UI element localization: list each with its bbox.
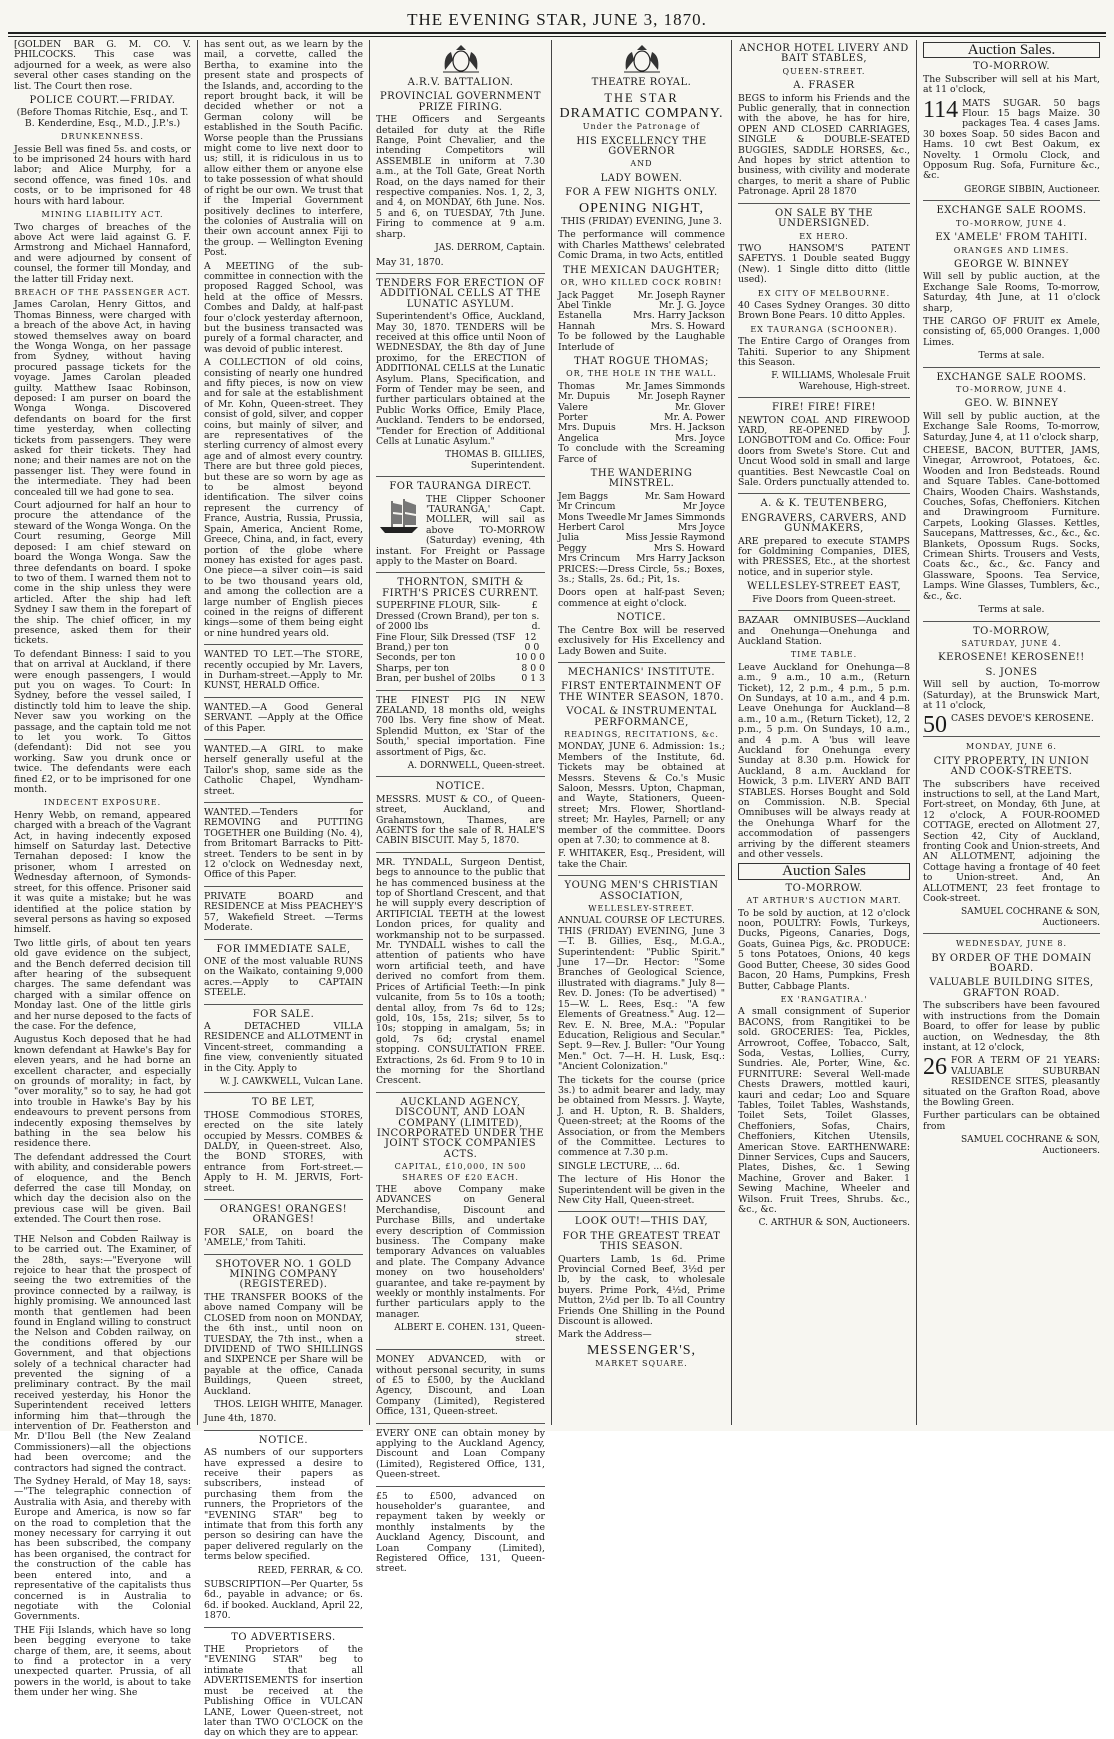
- cochrane-signature-2: SAMUEL COCHRANE & SON, Auctioneers.: [960, 1135, 1100, 1156]
- ad-store-to-let: WANTED TO LET.—The STORE, recently occupied by Mr. Lavers, in Durham-street.—Apply to Mr. KUNST, HERALD Office.: [204, 649, 363, 692]
- divider: [204, 886, 363, 887]
- ex-tauranga-items: The Entire Cargo of Oranges from Tahiti. Superior to any Shipment this Season.: [738, 336, 910, 368]
- ex-amele-heading: EX 'AMELE' FROM TAHITI.: [935, 232, 1088, 244]
- prize-firing-text: THE Officers and Sergeants detailed for duty at the Rifle Range, Point Chevalier, and the intending Competitors will ASSEMBLE in uniform at 7.30 a.m., at the Toll Gate, Great North Road, on the days named for their respective companies. Nos. 1, 2, 3, and 4, on MONDAY, 6th June. Nos. 5 and 6, on TUESDAY, 7th June. Firing to commence at 9 a.m. sharp.: [376, 114, 545, 240]
- rangatira-sale-text: A small consignment of Superior BACONS, from Rangitikei to be sold. GROCERIES: Tea, Pickles, Arrowroot, Coffee, Tobacco, Salt, Soda, Vestas, Lollies, Curry, Sundries. Ale, Porter, Wine, &c. FURNITURE: Several Well-made Chests Drawers, mottled kauri, kauri and cedar; Loo and Square Tables, Toilet Tables, Washstands, Toilet Sets, Toilet Glasses, Cheffoniers, Sofas, Chairs, Cheffoniers, Kitchen Utensils, American Stove. EARTHENWARE: Dinner Services, Cups and Saucers, Plates, Dishes, &c. 1 Sewing Machine, Grover and Baker. 1 Sewing Machine, Wheeler and Wilson. Fruit Trees, Shrubs. &c., &c., &c.: [738, 1006, 910, 1216]
- domain-board-heading: BY ORDER OF THE DOMAIN BOARD.: [931, 952, 1092, 975]
- divider: [738, 397, 910, 398]
- lot-number-50: 50: [923, 712, 947, 739]
- prices-current-heading: THORNTON, SMITH & FIRTH'S PRICES CURRENT.: [382, 577, 539, 599]
- to-morrow-heading: TO-MORROW.: [972, 61, 1051, 73]
- time-table-heading: TIME TABLE.: [790, 650, 858, 660]
- sibbin-lot: MATS SUGAR. 50 bags Flour. 15 bags Maize. 30 packages Tea. 4 cases Jams. 30 boxes Soap. 50 sides Bacon and Hams. 10 cwt Best Oakum, ex Novelty. 1 Ormolu Clock, and Opposum Rug. Sofa, Furniture &c., &c.: [923, 97, 1100, 182]
- divider: [204, 644, 363, 645]
- few-nights-line: FOR A FEW NIGHTS ONLY.: [565, 187, 718, 199]
- finest-pig-signature: A. DORNWELL, Queen-street.: [407, 760, 545, 771]
- fraser-heading: A. FRASER: [793, 80, 855, 92]
- binney-intro: Will sell by public auction, at the Exchange Sale Rooms, To-morrow, Saturday, 4th June, at 11 o'clock sharp,: [923, 271, 1100, 314]
- divider: [923, 200, 1100, 201]
- divider: [204, 1004, 363, 1005]
- terms-at-sale: Terms at sale.: [978, 350, 1045, 362]
- column-1: [8, 39, 198, 1699]
- divider: [923, 736, 1100, 737]
- ex-melbourne-heading: EX CITY OF MELBOURNE.: [757, 288, 891, 298]
- centre-box-notice: The Centre Box will be reserved exclusively for His Excellency and Lady Bowen and Suite.: [558, 624, 725, 657]
- wandering-minstrel-title: THE WANDERING MINSTREL.: [590, 468, 693, 490]
- tyndall-dentist-ad: MR. TYNDALL, Surgeon Dentist, begs to announce to the public that he has commenced business at the top of Shortland Crescent, and that he will supply every description of ARTIFICIAL TEETH at the lowest London prices, for quality and workmanship not to be surpassed. Mr. TYNDALL wishes to call the attention of patients who have worn artificial teeth, and have derived no comfort from them. Prices of Artificial Teeth:—In pink vulcanite, from 5s to 10s a tooth; dental alloy, from 7s 6d to 12s; gold, 10s, 15s, 21s; silver, 5s to 10s; stopping in amalgam, 5s; in gold, 7s 6d; crystal enamel stopping. CONSULTATION FREE. Extractions, 2s 6d. From 9 to 10 in the morning for the Shortland Crescent.: [376, 856, 545, 1087]
- ex-tauranga-heading: EX TAURANGA (SCHOONER).: [750, 324, 898, 334]
- divider: [204, 1627, 363, 1628]
- theatre-doors: Doors open at half-past Seven; commence at eight o'clock.: [558, 587, 725, 609]
- readings-heading: READINGS, RECITATIONS, &c.: [564, 729, 719, 739]
- kerosene-lot: CASES DEVOE'S KEROSENE.: [951, 713, 1094, 725]
- railway-article: THE Nelson and Cobden Railway is to be carried out. The Examiner, of the 28th, says:—"Everyone will rejoice to hear that the prospect of seeing the two extremities of the province connected by a railway, is highly promising. We announced last month that gentlemen had been found in England willing to construct the Nelson and Cobden railway, on the conditions offered by our Government, and that objections solely of a technical character had prevented the signing of a preliminary contract. By the mail received yesterday, his Honor the Superintendent received letters informing him that—through the intervention of Dr. Featherston and Mr. D'Ilou Bell (the New Zealand Commissioners)—all the objections had been overcome; and the contractors had signed the contract.: [14, 1233, 191, 1474]
- ymca-street: WELLESLEY-STREET.: [588, 904, 695, 914]
- sibbin-signature: GEORGE SIBBIN, Auctioneer.: [964, 184, 1100, 195]
- indecent-text-2: Two little girls, of about ten years old gave evidence on the subject, and the Bench deferred decision till after hearing of the subsequent charges. The same defendant was charged with a similar offence on Monday last. One of the little girls and her nurse deposed to the facts of the case. For the defence,: [14, 937, 191, 1032]
- cochrane-signature: SAMUEL COCHRANE & SON, Auctioneers.: [960, 907, 1100, 928]
- indecent-text: Henry Webb, on remand, appeared charged with a breach of the Vagrant Act, in having indecently exposed himself on Saturday last. Detective Ternahan deposed: I know the prisoner, whom I arrested on Wednesday afternoon, of Symonds-street, for this offence. Prisoner said it was quite a mistake; but he was identified at the police station by several persons as having so exposed himself.: [14, 809, 191, 936]
- agency-signature: ALBERT E. COHEN. 131, Queen-street.: [394, 1323, 545, 1344]
- price-row: Sharps, per ton 8 0 0: [376, 662, 545, 674]
- anchor-hotel-heading: ANCHOR HOTEL LIVERY AND BAIT STABLES,: [739, 43, 909, 65]
- lectures-tickets: The tickets for the course (price 3s.) to admit bearer and lady, may be obtained from Messrs. J. Wayte, J. and H. Upton, R. B. Shalders, Queen-street; at the Rooms of the Association, or from the Members of the Committee. Lectures to commence at 7.30 p.m.: [558, 1074, 725, 1159]
- villa-signature: W. J. CAWKWELL, Vulcan Lane.: [219, 1076, 363, 1087]
- divider: [923, 933, 1100, 934]
- mechanics-chair: F. WHITAKER, Esq., President, will take the Chair.: [558, 848, 725, 870]
- police-court-bench: (Before Thomas Ritchie, Esq., and T. B. Kenderdine, Esq., M.D., J.P.'s.): [16, 107, 189, 129]
- divider: [923, 621, 1100, 622]
- lot-number-114: 114: [923, 96, 959, 123]
- police-court-heading: POLICE COURT.—FRIDAY.: [29, 95, 176, 107]
- hole-in-wall-subtitle: OR, THE HOLE IN THE WALL.: [566, 369, 717, 379]
- royal-crest-icon: [439, 44, 483, 74]
- cast-row: Herbert Carol Mrs Joyce: [558, 522, 725, 534]
- divider: [376, 1092, 545, 1093]
- meat-prices: Quarters Lamb, 1s 6d. Prime Provincial Corned Beef, 3½d per lb, by the cask, to wholesale buyers. Prime Pork, 4½d, Prime Mutton, 2½d per lb. To all Country Friends One Shilling in the Pound Discount is allowed.: [558, 1253, 725, 1328]
- further-particulars: Further particulars can be obtained from: [923, 1110, 1100, 1132]
- fire-heading: FIRE! FIRE! FIRE!: [771, 402, 877, 414]
- cast-row: Abel Tinkle Mr. J. G. Joyce: [558, 299, 725, 311]
- for-sale-heading: FOR SALE.: [252, 1008, 315, 1020]
- cast-row: Thomas Mr. James Simmonds: [558, 380, 725, 392]
- passenger-act-heading: BREACH OF THE PASSENGER ACT.: [14, 287, 191, 297]
- the-star-heading: THE STAR: [604, 91, 679, 106]
- williams-signature: F. WILLIAMS, Wholesale Fruit Warehouse, High-street.: [771, 371, 910, 392]
- tauranga-heading: FOR TAURANGA DIRECT.: [389, 481, 532, 493]
- prize-firing-signature: JAS. DERROM, Captain.: [435, 243, 545, 254]
- shotover-heading: SHOTOVER NO. 1 GOLD MINING COMPANY (REGISTERED).: [215, 1258, 352, 1291]
- agency-text: THE above Company make ADVANCES on General Merchandise, Discount and Purchase Bills, and undertake every description of Commission business. The Company make temporary Advances on valuables and plate. The Company Advance money on two householders' guarantee, and take re-payment by weekly or monthly instalments. For further particulars apply to the manager.: [376, 1184, 545, 1320]
- binney-heading: GEORGE W. BINNEY: [953, 258, 1070, 270]
- cast-row: Angelica Mrs. Joyce: [558, 432, 725, 444]
- price-row: Seconds, per ton 10 0 0: [376, 652, 545, 664]
- divider: [204, 939, 363, 940]
- theatre-royal-heading: THEATRE ROYAL.: [591, 77, 692, 88]
- divider: [376, 1349, 545, 1350]
- queen-street-heading: QUEEN-STREET.: [782, 66, 866, 76]
- must-co-notice: MESSRS. MUST & CO., of Queen-street, Auckland, and Grahamstown, Thames, are AGENTS for the sale of R. HALE'S CABIN BISCUIT. May 5, 1870.: [376, 793, 545, 847]
- divider: [558, 662, 725, 663]
- divider: [204, 802, 363, 803]
- look-out-heading: LOOK OUT!—THIS DAY,: [574, 1216, 709, 1228]
- immediate-sale-heading: FOR IMMEDIATE SALE,: [216, 943, 351, 955]
- bazaar-omnibuses: BAZAAR OMNIBUSES—Auckland and Onehunga—Onehunga and Auckland Station.: [738, 615, 910, 647]
- prize-firing-heading: PROVINCIAL GOVERNMENT PRIZE FIRING.: [379, 91, 542, 113]
- divider: [204, 1199, 363, 1200]
- cast-row: Estanella Mrs. Harry Jackson: [558, 310, 725, 322]
- fiji-article: THE Fiji Islands, which have so long been begging everyone to take charge of them, are, it seems, about to find a protector in a very unexpected quarter. Prussia, of all powers in the world, is about to take them under her wing. She: [14, 1624, 191, 1699]
- sailing-ship-icon: [376, 497, 422, 535]
- fiji-article-cont: has sent out, as we learn by the mail, a corvette, called the Bertha, to examine into the present state and prospects of the Islands, and, according to the report brought back, it will be decided whether or not a German colony will be established in the South Pacific. Worse people than the Prussians might come to live next door to us; still, it is ridiculous in us to allow either them or anyone else to take possession of what should of right be our own. We trust that if the Imperial Government positively declines to interfere, the colonies of Australia will on their own account annex Fiji to the group. — Wellington Evening Post.: [204, 39, 363, 259]
- engravers-heading: ENGRAVERS, CARVERS, AND GUNMAKERS,: [741, 512, 907, 535]
- ad-villa: A DETACHED VILLA RESIDENCE and ALLOTMENT in Vincent-street, commanding a fine view, conveniently situated in the City. Apply to: [204, 1020, 363, 1074]
- indecent-text-3: Augustus Koch deposed that he had known defendant at Hawke's Bay for eleven years, and he had borne an excellent character, and especially on grounds of morality; in fact, by "over morality," so to say, he had got into trouble in Hawke's Bay by his endeavours to prevent persons from indecently exposing themselves by bathing in the sea below his residence there.: [14, 1034, 191, 1150]
- greatest-treat-heading: FOR THE GREATEST TREAT THIS SEASON.: [562, 1230, 721, 1253]
- time-table-text: Leave Auckland for Onehunga—8 a.m., 9 a.m., 10 a.m., (Return Ticket), 12, 2 p.m., 4 p.m., 5 p.m. On Sundays, at 10 a.m., and 4 p.m. Leave Onehunga for Auckland—8 a.m., 10 a.m., (Return Ticket), 12, 2 p.m., 5 p.m. On Sundays, 10 a.m., and 4 p.m. A 'bus will leave Auckland for Onehunga every Sunday at 8.30 p.m. Howick for Auckland, 8 a.m. Auckland for Howick, 3 p.m. LIVERY AND BAIT STABLES. Horses Bought and Sold on Commission. N.B. Special Omnibuses will be always ready at the Onehunga Wharf for the accommodation of passengers arriving by the different steamers and other vessels.: [738, 661, 910, 861]
- lunatic-asylum-heading: TENDERS FOR ERECTION OF ADDITIONAL CELLS AT THE LUNATIC ASYLUM.: [376, 277, 545, 310]
- city-property-heading: CITY PROPERTY, IN UNION AND COOK-STREETS.: [933, 755, 1090, 778]
- column-3: [370, 40, 552, 1575]
- column-5: [732, 40, 917, 1425]
- lunatic-asylum-signature: THOMAS B. GILLIES, Superintendent.: [445, 450, 545, 471]
- s-jones-heading: S. JONES: [985, 666, 1038, 678]
- on-sale-heading: ON SALE BY THE UNDERSIGNED.: [775, 207, 873, 230]
- passenger-act-text-2: Court adjourned for half an hour to procure the attendance of the steward of the Wonga Wonga. On the Court resuming, George Mill deposed: I am chief steward on board the Wonga Wonga. Saw the three defendants on board. I spoke to two of them. I warned them not to come in the ship unless they were articled. After the ship had left Sydney I saw them in the forepart of the ship. The chief officer, in my presence, asked them for their tickets.: [14, 500, 191, 647]
- advertisers-heading: TO ADVERTISERS.: [231, 1631, 336, 1643]
- coins-article: A COLLECTION of old coins, consisting of nearly one hundred and fifty pieces, is now on view and for sale at the establishment of Mr. Kohn, Queen-street. They consist of gold, silver, and copper coins, but mainly of silver, and are representatives of the sterling currency of almost every age and of almost every country. There are but three gold pieces, but these are so worn by age as to be almost beyond identification. The silver coins represent the currency of France, Austria, Russia, Prussia, Spain, America, Ancient Rome, Greece, China, and, in fact, every portion of the globe where money has existed for ages past. One piece—a silver coin—is said to be two thousand years old, and among the collection are a large number of English pieces coined in the reigns of different kings—some of them being eight or nine hundred years old.: [204, 357, 363, 639]
- theatre-notice-heading: NOTICE.: [616, 612, 667, 624]
- notice-signature: REED, FERRAR, & CO.: [257, 1565, 363, 1576]
- cast-list-1: [558, 291, 725, 333]
- divider: [376, 852, 545, 853]
- wednesday-june-8: WEDNESDAY, JUNE 8.: [956, 939, 1067, 949]
- notice-heading: NOTICE.: [435, 781, 486, 793]
- binney-intro-2: Will sell by public auction, at the Exchange Sale Rooms, To-morrow, Saturday, June 4, at 11 o'clock sharp,: [923, 410, 1100, 443]
- lot-number-26: 26: [923, 1054, 947, 1081]
- rogue-thomas-title: THAT ROGUE THOMAS;: [574, 355, 709, 367]
- passenger-act-text: James Carolan, Henry Gittos, and Thomas Binness, were charged with a breach of the above Act, in having stowed themselves away on board the Wonga Wonga, on her passage from Sydney, without having procured passage tickets for the voyage. James Carolan pleaded guilty. Matthew Isaac Robinson, deposed: I am purser on board the Wonga Wonga. Discovered defendants on board for the first time yesterday, when collecting tickets from passengers. They were asked for their tickets. They had none; and their names are not on the passenger list. They were found in the intermediate. They had been concealed till we had gone to sea.: [14, 299, 191, 498]
- market-square: MARKET SQUARE.: [595, 1359, 688, 1369]
- every-one-ad: EVERY ONE can obtain money by applying to the Auckland Agency, Discount and Loan Company (Limited), Registered Office, 131, Queen-street.: [376, 1427, 545, 1481]
- telegraph-article: The Sydney Herald, of May 18, says:—"The telegraphic connection of Australia with Asia, and thereby with Europe and America, is now so far on the road to completion that the money necessary for carrying it out has been subscribed, the company has been organised, the contract for the construction of the cable has been entered into, and a representative of the capitalists thus concerned is in Australia to negotiate with the Colonial Governments.: [14, 1476, 191, 1623]
- oranges-limes-heading: ORANGES AND LIMES.: [953, 245, 1070, 255]
- divider: [204, 697, 363, 698]
- masthead-rule: [8, 32, 1106, 37]
- lecture-location: The lecture of His Honor the Superintendent will be given in the New City Hall, Queen-street.: [558, 1174, 725, 1206]
- price-row: Bran, per bushel of 20lbs 0 1 3: [376, 673, 545, 685]
- ex-hero-heading: EX HERO.: [799, 231, 849, 241]
- mechanics-institute-heading: MECHANICS' INSTITUTE.: [567, 666, 716, 678]
- royal-crest-icon: [620, 44, 664, 74]
- lectures-text: ANNUAL COURSE OF LECTURES. THIS (FRIDAY) EVENING, June 3—T. B. Gillies, Esq., M.G.A., Superintendent: "Public Spirit." June 17—Dr. Hector: "Some Branches of Geological Science, illustrated with diagrams." July 8—Rev. D. Jones: (To be advertised) " 15—W. L. Rees, Esq.: "A few Elements of Greatness." Aug. 12—Rev. E. N. Bree, M.A.: "Popular Education, Religious and Secular." Sept. 9—Rev. J. Buller: "Our Young Men." Oct. 7—H. H. Lusk, Esq.: "Ancient Colonization.": [558, 915, 725, 1073]
- exchange-rooms-heading-2: EXCHANGE SALE ROOMS.: [936, 371, 1087, 383]
- tauranga-text: THE Clipper Schooner 'TAURANGA,' Capt. MOLLER, will sail as above TO-MORROW (Saturday) evening, 4th instant. For Freight or Passage apply to the Master on Board.: [376, 493, 545, 568]
- finest-pig-ad: THE FINEST PIG IN NEW ZEALAND, 18 months old, weighs 700 lbs. Very fine show of Meat. Splendid Mutton, ex 'Star of the South,' special importation. Fine assortment of Pigs, &c.: [376, 694, 545, 758]
- five-doors: Five Doors from Queen-street.: [752, 593, 896, 605]
- five-pounds-ad: £5 to £500, advanced on householder's guarantee, and repayment taken by weekly or monthly instalments by the Auckland Agency, Discount, and Loan Company (Limited), Registered Office, 131, Queen-street.: [376, 1490, 545, 1575]
- divider: [558, 1211, 725, 1212]
- lady-bowen-line: LADY BOWEN.: [600, 172, 683, 184]
- divider: [923, 367, 1100, 368]
- money-advanced-ad: MONEY ADVANCED, with or without personal security, in sums of £5 to £500, by the Auckland Agency, Discount, and Loan Company (Limited), Registered Office, 131, Queen-street.: [376, 1354, 545, 1418]
- wellesley-street-heading: WELLESLEY-STREET EAST,: [746, 581, 902, 593]
- ad-private-board: PRIVATE BOARD and RESIDENCE at Miss PEACHEY'S 57, Wakefield Street. —Terms Moderate.: [204, 890, 363, 934]
- newton-coal-text: NEWTON COAL AND FIREWOOD YARD, RE-OPENED by J. LONGBOTTOM and Co. Office: Four doors from Swete's Store. Cut and Uncut Wood sold in small and large quantities. Best Newcastle Coal on Sale. Orders punctually attended to.: [738, 414, 910, 489]
- divider: [376, 1423, 545, 1424]
- passenger-act-text-3: To defendant Binness: I said to you that on arrival at Auckland, if there were enough passengers, I would put you on wages. To Court: In Sydney, before the vessel sailed, I distinctly told him to leave the ship. Never saw you working on the passage, and the captain told me not to let you work. To Gittos (defendant): Did not see you working. Saw you drunk once or twice. The defendants were each fined £2, or to be imprisoned for one month.: [14, 648, 191, 796]
- binney-items: CHEESE, BACON, BUTTER, JAMS, Vinegar, Arrowroot, Potatoes, &c. Wooden and Iron Bedsteads. Round and Square Tables. Cane-bottomed Chairs, Wooden Chairs. Washstands, Couches, Sofas, Cheffoniers. Kitchen and Drawingroom Furniture. Carpets, Looking Glasses. Kettles, Saucepans, Mattresses, &c., &c., &c. Blankets, Opossum Rugs. Socks, Crimean Shirts. Trousers and Vests, Coats &c., &c., &c. Fancy and Glassware, Spoons. Tea Service, Lamps. Wine Glasses, Tumblers, &c., &c., &c.: [923, 445, 1100, 602]
- divider: [738, 610, 910, 611]
- cast-row: Peggy Mrs S. Howard: [558, 542, 725, 554]
- divider: [376, 776, 545, 777]
- divider: [376, 476, 545, 477]
- june-4-heading: TO-MORROW, JUNE 4.: [955, 218, 1068, 228]
- teutenberg-heading: A. & K. TEUTENBERG,: [760, 498, 888, 510]
- cast-row: Mrs Crincum Mrs Harry Jackson: [558, 553, 725, 565]
- cast-row: Valere Mr. Glover: [558, 401, 725, 413]
- divider: [204, 1254, 363, 1255]
- indecent-exposure-heading: INDECENT EXPOSURE.: [43, 798, 162, 808]
- kerosene-heading: KEROSENE! KEROSENE!!: [938, 652, 1085, 664]
- divider: [558, 875, 725, 876]
- cast-row: Mr. Dupuis Mr. Joseph Rayner: [558, 391, 725, 403]
- column-4: [552, 40, 732, 1425]
- price-row: Fine Flour, Silk Dressed (TSF Brand,) per ton 12 0 0: [376, 631, 540, 653]
- cast-row: Mrs. Dupuis Mrs. H. Jackson: [558, 422, 725, 434]
- arthur-signature: C. ARTHUR & SON, Auctioneers.: [758, 1218, 910, 1229]
- divider: [376, 572, 545, 573]
- agency-capital: CAPITAL, £10,000, IN 500 SHARES OF £20 EACH.: [394, 1162, 527, 1182]
- building-sites-heading: VALUABLE BUILDING SITES, GRAFTON ROAD.: [929, 977, 1094, 999]
- governor-line: HIS EXCELLENCY THE GOVERNOR: [576, 135, 707, 158]
- single-lecture-price: SINGLE LECTURE, ... 6d.: [558, 1160, 680, 1172]
- arthurs-mart-heading: AT ARTHUR'S AUCTION MART.: [746, 896, 902, 906]
- column-2: [198, 39, 370, 1739]
- cast-row: Julia Miss Jessie Raymond: [558, 532, 725, 544]
- theatre-prices: PRICES:—Dress Circle, 5s.; Boxes, 3s.; Stalls, 2s. 6d.; Pit, 1s.: [558, 563, 725, 586]
- monday-june-6: MONDAY, JUNE 6.: [966, 742, 1057, 752]
- battalion-heading: A.R.V. BATTALION.: [407, 77, 514, 88]
- city-property-text: The subscribers have received instructions to sell, at the Land Mart, Fort-street, on Monday, 6th June, at 12 o'clock, A FOUR-ROOMED COTTAGE, erected on Allotment 27, Section 42, City of Auckland, fronting Cook and Union-streets, And AN ALLOTMENT, adjoining the Cottage having a frontage of 40 feet to Union-street. And, An ALLOTMENT, 23 feet frontage to Cook-street.: [923, 778, 1100, 905]
- june-4-heading-2: TO-MORROW, JUNE 4.: [955, 384, 1068, 394]
- ad-oranges: FOR SALE, on board the 'AMELE,' from Tahiti.: [204, 1226, 363, 1249]
- sibbin-intro: The Subscriber will sell at his Mart, at 11 o'clock,: [923, 73, 1100, 96]
- cast-row: Porter Mr. A. Power: [558, 411, 725, 423]
- farce-intro: To conclude with the Screaming Farce of: [558, 443, 725, 465]
- prices-table: [376, 601, 545, 684]
- interlude-intro: To be followed by the Laughable Interlude of: [558, 331, 725, 353]
- to-be-let-heading: TO BE LET,: [251, 1097, 316, 1109]
- mining-text: Two charges of breaches of the above Act were laid against G. F. Armstrong and Michael Hannaford, and were adjourned by consent of counsel, the former till Monday, and the latter till Friday next.: [14, 221, 191, 285]
- mexican-daughter-title: THE MEXICAN DAUGHTER;: [562, 264, 721, 276]
- divider: [376, 273, 545, 274]
- divider: [376, 1486, 545, 1487]
- ad-stores-to-let: THOSE Commodious STORES, erected on the site lately occupied by Messrs. COMBES & DALDY, in Queen-street. Also, the BOND STORES, with entrance from Fort-street.—Apply to H. M. JERVIS, Fort-street.: [204, 1109, 363, 1194]
- cast-row: Mons Tweedle Mr James Simmonds: [558, 511, 725, 523]
- divider: [204, 739, 363, 740]
- messengers-heading: MESSENGER'S,: [586, 1342, 697, 1358]
- indecent-text-4: The defendant addressed the Court with ability, and considerable powers of eloquence, and the Bench deferred the case till Monday, on which day the decision also on the previous case will be given. Bail extended. The Court then rose.: [14, 1151, 191, 1226]
- teutenberg-text: ARE prepared to execute STAMPS for Goldmining Companies, DIES, with PRESSES, Etc., at the shortest notice, and in superior style.: [738, 535, 910, 578]
- ymca-heading: YOUNG MEN'S CHRISTIAN ASSOCIATION,: [564, 880, 719, 902]
- jones-intro: Will sell by auction, To-morrow (Saturday), at the Brunswick Mart, at 11 o'clock,: [923, 679, 1100, 711]
- oranges-heading: ORANGES! ORANGES! ORANGES!: [219, 1204, 348, 1226]
- this-evening-line: THIS (FRIDAY) EVENING, June 3.: [561, 216, 722, 228]
- cast-row: Mr Crincum Mr Joyce: [558, 501, 725, 513]
- dramatic-company-heading: DRAMATIC COMPANY.: [559, 105, 724, 121]
- cast-row: Jack Pagget Mr. Joseph Rayner: [558, 289, 725, 301]
- and-line: AND: [630, 159, 653, 169]
- lunatic-asylum-text: Superintendent's Office, Auckland, May 30, 1870. TENDERS will be received at this office until Noon of WEDNESDAY, the 8th day of June proximo, for the ERECTION of ADDITIONAL CELLS at the Lunatic Asylum. Plans, Specification, and Form of Tender may be seen, and further particulars obtained at the Public Works Office, Emily Place, Auckland. Tenders to be endorsed, "Tender for Erection of Additional Cells at Lunatic Asylum.": [376, 311, 545, 447]
- suburban-sites-lot: FOR A TERM OF 21 YEARS: VALUABLE SUBURBAN RESIDENCE SITES, pleasantly situated on the Grafton Road, above the Bowling Green.: [923, 1055, 1100, 1108]
- divider: [376, 690, 545, 691]
- auction-sales-banner: Auction Sales.: [923, 42, 1100, 58]
- ad-wanted-servant: WANTED.—A Good General SERVANT. —Apply at the Office of this Paper.: [204, 701, 363, 734]
- binney-heading-2: GEO. W. BINNEY: [964, 398, 1059, 410]
- drunkenness-text: Jessie Bell was fined 5s. and costs, or to be imprisoned 24 hours with hard labor; and Alice Murphy, for a second offence, was fined 10s. and costs, or to be imprisoned for 48 hours with hard labour.: [14, 143, 191, 207]
- ad-run-for-sale: ONE of the most valuable RUNS on the Waikato, containing 9,000 acres.—Apply to CAPTAIN STEELE.: [204, 955, 363, 999]
- prize-firing-date: May 31, 1870.: [376, 256, 444, 268]
- saturday-june-4: SATURDAY, JUNE 4.: [961, 638, 1062, 648]
- divider: [738, 203, 910, 204]
- cast-row: Jem Baggs Mr. Sam Howard: [558, 490, 725, 502]
- to-morrow-heading-2: TO-MORROW,: [972, 625, 1051, 637]
- anchor-hotel-text: BEGS to inform his Friends and the Public generally, that in connection with the above, he has for hire, OPEN AND CLOSED CARRIAGES, SINGLE & DOUBLE-SEATED BUGGIES, SADDLE HORSES, &c., And hopes by strict attention to business, with civility and moderate charges, to merit a share of Public Patronage. April 28 1870: [738, 92, 910, 198]
- divider: [204, 1092, 363, 1093]
- ad-wanted-girl: WANTED.—A GIRL to make herself generally useful at the Tailor's shop, same side as the Catholic Chapel, Wyndham-street.: [204, 744, 363, 797]
- shotover-signature: THOS. LEIGH WHITE, Manager.: [214, 1399, 363, 1410]
- divider: [738, 493, 910, 494]
- mechanics-text: MONDAY, JUNE 6. Admission: 1s.; Members of the Institute, 6d. Tickets may be obtained at Messrs. Stevens & Co.'s Music Saloon, Messrs. Upton, Chapman, and Wayte, Stationers, Queen-street; Mrs. Flower, Shortland-street; Mr. Hayles, Parnell; or any member of the committee. Doors open at 7.30; to commence at 8.: [558, 741, 725, 846]
- divider: [204, 1430, 363, 1431]
- terms-at-sale-2: Terms at sale.: [978, 604, 1045, 616]
- ragged-school-article: A MEETING of the sub-committee in connection with the proposed Ragged School, was held at the office of Messrs. Combes and Daldy, at half-past four o'clock yesterday afternoon, but the business transacted was purely of a formal character, and was devoid of public interest.: [204, 260, 363, 355]
- agency-heading: AUCKLAND AGENCY, DISCOUNT, AND LOAN COMPANY (LIMITED), INCORPORATED UNDER THE JOINT STOCK COMPANIES ACTS.: [376, 1096, 545, 1160]
- shotover-date: June 4th, 1870.: [204, 1413, 277, 1425]
- auction-sales-banner: Auction Sales: [738, 863, 910, 879]
- mining-heading: MINING LIABILITY ACT.: [41, 210, 164, 220]
- cargo-of-fruit: THE CARGO OF FRUIT ex Amele, consisting of, 65,000 Oranges. 1,000 Limes.: [923, 315, 1100, 348]
- ad-advertisers: THE Proprietors of the "EVENING STAR" beg to intimate that all ADVERTISEMENTS for insertion must be received at the Publishing Office in VULCAN LANE, Lower Queen-street, not later than TWO O'CLOCK on the day on which they are to appear.: [204, 1644, 363, 1739]
- performance-intro: The performance will commence with Charles Matthews' celebrated Comic Drama, in two Acts, entitled: [558, 229, 725, 262]
- court-adjourned-note: [GOLDEN BAR G. M. CO. V. PHILCOCKS. This case was adjourned for a week, as were also several other cases standing on the list. The Court then rose.: [14, 39, 191, 92]
- column-6: [917, 40, 1106, 1425]
- cock-robin-subtitle: OR, WHO KILLED COCK ROBIN!: [560, 278, 723, 288]
- cast-row: Hannah Mrs. S. Howard: [558, 320, 725, 332]
- price-row: SUPERFINE FLOUR, Silk-Dressed (Crown Brand), per ton of 2000 lbs £ s. d.: [376, 600, 541, 633]
- ad-shotover: THE TRANSFER BOOKS of the above named Company will be CLOSED from noon on MONDAY, the 6th inst., until noon on TUESDAY, the 7th inst., when a DIVIDEND of TWO SHILLINGS and SIXPENCE per Share will be payable at the office, Canada Buildings, Queen street, Auckland.: [204, 1291, 363, 1397]
- patronage-line: Under the Patronage of: [582, 122, 701, 132]
- ex-rangatira-heading: EX 'RANGATIRA.': [780, 994, 868, 1004]
- domain-board-intro: The subscribers have been favoured with instructions from the Domain Board, to offer for lease by public auction, on Wednesday, the 8th instant, at 12 o'clock,: [923, 1000, 1100, 1053]
- masthead: [0, 0, 1114, 38]
- ex-hero-items: TWO HANSOM'S PATENT SAFETYS. 1 Double seated Buggy (New). 1 Single ditto ditto (little used).: [738, 242, 910, 286]
- ad-subscribers-notice: AS numbers of our supporters have expressed a desire to receive their papers as subscribers, instead of purchasing them from the runners, the Proprietors of the "EVENING STAR" beg to intimate that from this forth any person so desiring can have the paper delivered regularly on the terms below specified.: [204, 1447, 363, 1563]
- to-morrow-heading: TO-MORROW.: [785, 882, 863, 894]
- first-entertainment-heading: FIRST ENTERTAINMENT OF THE WINTER SEASON, 1870.: [558, 681, 725, 703]
- ad-wanted-tenders: WANTED.—Tenders for REMOVING and PUTTING TOGETHER one Building (No. 4), from Britomart Barracks to Pitt-street. Tenders to be sent in by 12 o'clock on Wednesday next, Office of this Paper.: [204, 807, 363, 881]
- cast-list-3: [558, 492, 725, 565]
- drunkenness-heading: DRUNKENNESS.: [61, 132, 144, 142]
- mark-address: Mark the Address—: [558, 1329, 652, 1341]
- divider: [67, 1230, 138, 1231]
- newspaper-title: THE EVENING STAR, JUNE 3, 1870.: [407, 10, 707, 29]
- notice-heading: NOTICE.: [258, 1434, 309, 1446]
- subscription-terms: SUBSCRIPTION—Per Quarter, 5s 6d., payable in advance; or 6s. 6d. if booked. Auckland, April 22, 1870.: [204, 1579, 363, 1622]
- vocal-instrumental-heading: VOCAL & INSTRUMENTAL PERFORMANCE,: [566, 706, 717, 728]
- ex-melbourne-items: 40 Cases Sydney Oranges. 30 ditto Brown Bone Pears. 10 ditto Apples.: [738, 299, 910, 322]
- cast-list-2: [558, 382, 725, 444]
- arthur-sale-text: To be sold by auction, at 12 o'clock noon, POULTRY: Fowls, Turkeys, Ducks, Pigeons, Canaries, Dogs, Goats, Guinea Pigs, &c. PRODUCE: 5 tons Potatoes, Onions, 40 kegs Good Butter, Cheese, 30 sides Good Bacon, 20 Hams, Pumpkins, Fresh Butter, Cabbage Plants.: [738, 907, 910, 992]
- opening-night-heading: OPENING NIGHT,: [579, 200, 704, 216]
- exchange-rooms-heading: EXCHANGE SALE ROOMS.: [936, 205, 1087, 217]
